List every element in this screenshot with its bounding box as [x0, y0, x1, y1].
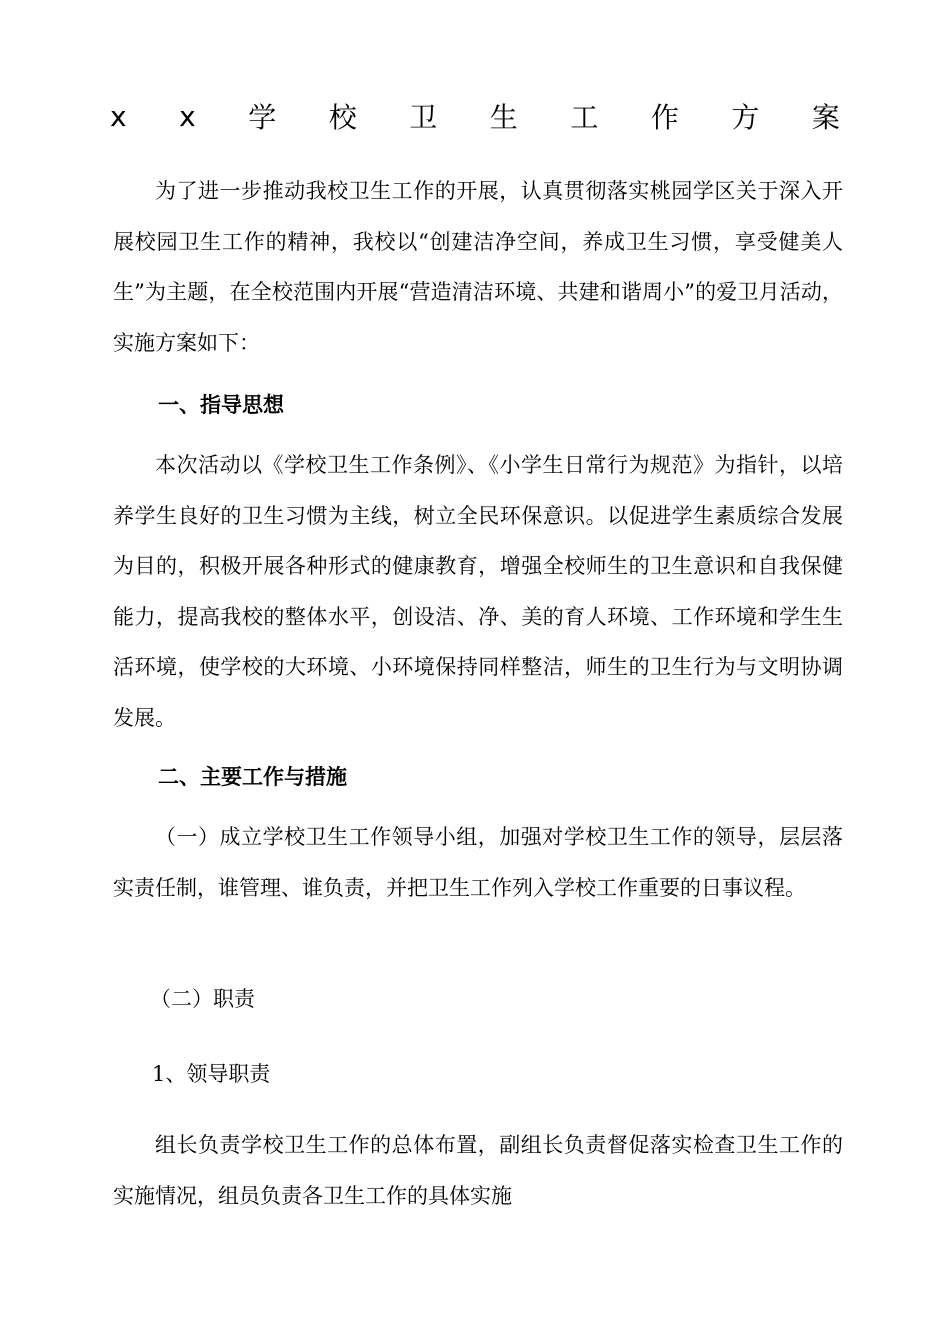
title-char: 学 — [248, 101, 277, 134]
title-char: x — [179, 99, 196, 133]
title-char: 工 — [570, 101, 599, 134]
title-char: x — [110, 99, 127, 133]
leader-duties-paragraph: 组长负责学校卫生工作的总体布置，副组长负责督促落实检查卫生工作的实施情况，组员负责各卫生工作的具体实施 — [113, 1133, 843, 1208]
duties-subheading: （二）职责 — [150, 987, 255, 1011]
title-char: 作 — [650, 101, 679, 134]
title-char: 案 — [811, 101, 840, 134]
section-heading-guiding-ideology: 一、指导思想 — [158, 393, 284, 417]
leadership-group-paragraph: （一）成立学校卫生工作领导小组，加强对学校卫生工作的领导，层层落实责任制，谁管理、谁负责，并把卫生工作列入学校工作重要的日事议程。 — [113, 825, 843, 900]
document-title — [110, 96, 840, 136]
title-char: 方 — [731, 101, 760, 134]
section-heading-main-work: 二、主要工作与措施 — [158, 765, 347, 789]
leader-duties-subheading: 1、领导职责 — [152, 1062, 271, 1086]
title-char: 生 — [489, 101, 518, 134]
title-char: 校 — [328, 101, 357, 134]
intro-paragraph: 为了进一步推动我校卫生工作的开展，认真贯彻落实桃园学区关于深入开展校园卫生工作的精神，我校以“创建洁净空间，养成卫生习惯，享受健美人生”为主题，在全校范围内开展“营造清洁环境、共建和谐周小”的爱卫月活动，实施方案如下： — [113, 179, 843, 355]
title-char: 卫 — [409, 101, 438, 134]
guiding-ideology-paragraph: 本次活动以《学校卫生工作条例》、《小学生日常行为规范》为指针，以培养学生良好的卫生习惯为主线，树立全民环保意识。以促进学生素质综合发展为目的，积极开展各种形式的健康教育，增强全校师生的卫生意识和自我保健能力，提高我校的整体水平，创设洁、净、美的育人环境、工作环境和学生生活环境，使学校的大环境、小环境保持同样整洁，师生的卫生行为与文明协调发展。 — [113, 453, 843, 730]
